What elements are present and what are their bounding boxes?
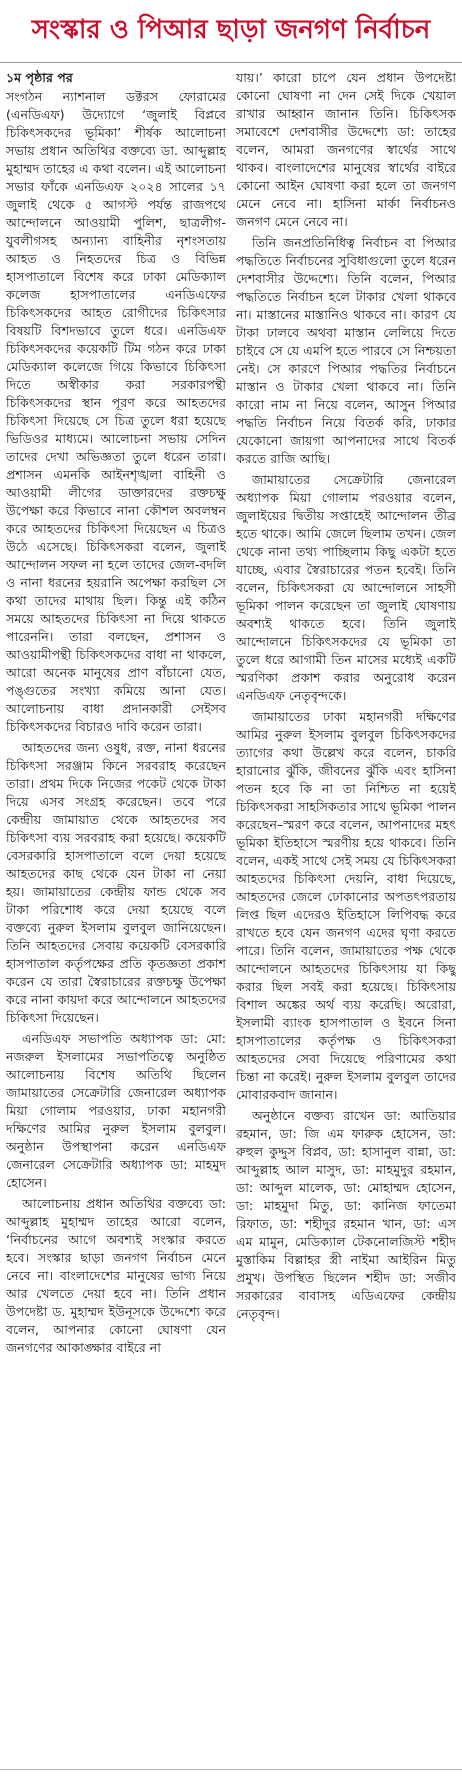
article-body <box>0 63 462 1769</box>
continued-label: ১ম পৃষ্ঠার পর <box>6 70 73 85</box>
paragraph: তিনি জনপ্রতিনিধিত্ব নির্বাচন বা পিআর পদ্ধতিতে নির্বাচনের সুবিধাগুলো তুলে ধরেন দেশবাসীর উদ্দেশ্যে। তিনি বলেন, পিআর পদ্ধতিতে নির্বাচন হলে টাকার খেলা থাকবে না। মাস্তানের মাস্তানিও থাকবে না। কারণ যে টাকা ঢালবে অথবা মাস্তান লেলিয়ে দিতে চাইবে সে যে এমপি হতে পারবে সে নিশ্চয়তা নেই। সে কারণে পিআর পদ্ধতির নির্বাচনে মাস্তান ও টাকার খেলা থাকবে না। তিনি কারো নাম না নিয়ে বলেন, আসুন পিআর পদ্ধতি নির্বাচন নিয়ে বিতর্ক করি, ঢাকার যেকোনো জায়গা আপনাদের সাথে বিতর্ক করতে রাজি আছি। <box>236 235 456 466</box>
paragraph: অনুষ্ঠানে বক্তব্য রাখেন ডা: আতিয়ার রহমান, ডা: জি এম ফারুক হোসেন, ডা: রুহুল কুদ্দুস বিপ্লব, ডা: হাসানুল বান্না, ডা: আব্দুল্লাহ আল মাসুদ, ডা: মাহমুদুর রহমান, ডা: আব্দুল মালেক, ডা: মোহাম্মদ হোসেন, ডা: মাহমুদা মিতু, ডা: কানিজ ফাতেমা রিফাত, ডা: শহীদুর রহমান খান, ডা: এস এম মামুন, মেডিক্যাল টেকনোলজিস্ট শহীদ মুস্তাকিম বিল্লাহর স্ত্রী নাইমা আইরিন মিতু প্রমুখ। উপস্থিত ছিলেন শহীদ ডা: সজীব সরকারের বাবাসহ এডিএফের কেন্দ্রীয় নেতৃবৃন্দ। <box>236 1108 456 1321</box>
article-column-left <box>6 69 226 1769</box>
paragraph: আহতদের জন্য ওষুধ, রক্ত, নানা ধরনের চিকিৎসা সরঞ্জাম কিনে সরবরাহ করেছেন তারা। প্রথম দিকে নিজের পকেট থেকে টাকা দিয়ে এসব সংগ্রহ করেছেন। তবে পরে কেন্দ্রীয় জামায়াত থেকে আহতদের সব চিকিৎসা ব্যয় সরবরাহ করা হয়েছে। কয়েকটি বেসরকারি হাসপাতালে বলে দেয়া হয়েছে আহতদের কাছ থেকে যেন টাকা না নেয়া হয়। জামায়াতের কেন্দ্রীয় ফান্ড থেকে সব টাকা পরিশোধ করে দেয়া হয়েছে বলে বক্তব্যে নুরুল ইসলাম বুলবুল জানিয়েছেন। তিনি আহতদের সেবায় কয়েকটি বেসরকারি হাসপাতাল কর্তৃপক্ষের প্রতি কৃতজ্ঞতা প্রকাশ করেন যে তারা স্বৈরাচারের রক্তচক্ষু উপেক্ষা করে নানা কায়দা করে আন্দোলনে আহতদের চিকিৎসা দিয়েছেন। <box>6 740 226 1025</box>
paragraph: যায়।’ কারো চাপে যেন প্রধান উপদেষ্টা কোনো ঘোষণা না দেন সেই দিকে খেয়াল রাখার আহ্বান জানান তিনি। চিকিৎসক সমাবেশে দেশবাসীর উদ্দেশ্যে ডা: তাহের বলেন, আমরা জনগণের স্বার্থের সাথে থাকব। বাংলাদেশের মানুষের স্বার্থের বাইরে কোনো আইন ঘোষণা করা হলে তা জনগণ মেনে নেবে না। হাসিনা মার্কা নির্বাচনও জনগণ মেনে নেবে না। <box>236 70 456 229</box>
page-bottom-divider <box>0 1769 462 1780</box>
article-headline: সংস্কার ও পিআর ছাড়া জনগণ নির্বাচন <box>0 0 462 63</box>
paragraph: সংগঠন ন্যাশনাল ডক্টরস ফোরামের (এনডিএফ) উদ্যোগে ‘জুলাই বিপ্লবে চিকিৎসকদের ভূমিকা’ শীর্ষক আলোচনা সভায় প্রধান অতিথির বক্তব্যে ডা. আব্দুল্লাহ মুহাম্মদ তাহের এ কথা বলেন। এই আলোচনা সভার ফাঁকে এনডিএফ ২০২৪ সালের ১৭ জুলাই থেকে ৫ আগস্ট পর্যন্ত রাজপথে আন্দোলনে আওয়ামী পুলিশ, ছাত্রলীগ-যুবলীগসহ অন্যান্য বাহিনীর নৃশংসতায় আহত ও নিহতদের চিত্র ও বিভিন্ন হাসপাতালে বিশেষ করে ঢাকা মেডিক্যাল কলেজ হাসপাতালের এনডিএফের চিকিৎসকদের আহত রোগীদের চিকিৎসার বিষয়টি বিশদভাবে তুলে ধরে। এনডিএফ চিকিৎসকদের কয়েকটি টিম গঠন করে ঢাকা মেডিক্যাল কলেজে গিয়ে কিভাবে চিকিৎসা দিতে অস্বীকার করা সরকারপন্থী চিকিৎসকদের স্থান পূরণ করে আহতদের চিকিৎসা দিয়েছে সে চিত্র তুলে ধরা হয়েছে ভিডিওর মাধ্যমে। আলোচনা সভায় সেদিন তাদের দেখা অভিজ্ঞতা তুলে ধরেন তারা। প্রশাসন এমনকি আইনশৃঙ্খলা বাহিনী ও আওয়ামী লীগের ডাক্তারদের রক্তচক্ষু উপেক্ষা করে কিভাবে নানা কৌশল অবলম্বন করে আহতদের চিকিৎসা দিয়েছেন এ চিত্রও উঠে এসেছে। চিকিৎসকরা বলেন, জুলাই আন্দোলন সফল না হলে তাদের জেল-বদলি ও নানা ধরনের হয়রানি অপেক্ষা করছিল সে কথা তাদের মাথায় ছিল। কিন্তু এই কঠিন সময়ে আহতদের চিকিৎসা না দিয়ে থাকতে পারেননি। তারা বলছেন, প্রশাসন ও আওয়ামীপন্থী চিকিৎসকদের বাধা না থাকলে, আরো অনেক মানুষের প্রাণ বাঁচানো যেত, পঙ্গুতের সংখ্যা কমিয়ে আনা যেত। আলোচনায় বাধা প্রদানকারী সেইসব চিকিৎসকদের বিচারও দাবি করেন তারা। <box>6 89 226 734</box>
article-column-right <box>236 69 456 1769</box>
paragraph: এনডিএফ সভাপতি অধ্যাপক ডা: মো: নজরুল ইসলামের সভাপতিত্বে অনুষ্ঠিত আলোচনায় বিশেষ অতিথি ছিলেন জামায়াতের সেক্রেটারি জেনারেল অধ্যাপক মিয়া গোলাম পরওয়ার, ঢাকা মহানগরী দক্ষিণের আমির নুরুল ইসলাম বুলবুল। অনুষ্ঠান উপস্থাপনা করেন এনডিএফ জেনারেল সেক্রেটারি অধ্যাপক ডা: মাহমুদ হোসেন। <box>6 1031 226 1190</box>
paragraph: জামায়াতের সেক্রেটারি জেনারেল অধ্যাপক মিয়া গোলাম পরওয়ার বলেন, জুলাইয়ের দ্বিতীয় সপ্তাহেই আন্দোলন তীব্র হতে থাকে। আমি জেলে ছিলাম তখন। জেল থেকে নানা তথ্য পাচ্ছিলাম কিছু একটা হতে যাচ্ছে, এবার স্বৈরাচারের পতন হবেই। তিনি বলেন, চিকিৎসকরা যে আন্দোলনে সাহসী ভূমিকা পালন করেছেন তা জুলাই ঘোষণায় অবশ্যই থাকতে হবে। তিনি জুলাই আন্দোলনে চিকিৎসকদের যে ভূমিকা তা তুলে ধরে আগামী তিন মাসের মধ্যেই একটি স্মরণিকা প্রকাশ করার অনুরোধ করেন এনডিএফ নেতৃবৃন্দকে। <box>236 472 456 703</box>
paragraph: আলোচনায় প্রধান অতিথির বক্তব্যে ডা: আব্দুল্লাহ মুহাম্মদ তাহের আরো বলেন, ‘নির্বাচনের আগে অবশ্যই সংস্কার করতে হবে। সংস্কার ছাড়া জনগণ নির্বাচন মেনে নেবে না। বাংলাদেশের মানুষের ভাগ্য নিয়ে আর খেলতে দেয়া হবে না। তিনি প্রধান উপদেষ্টা ড. মুহাম্মদ ইউনূসকে উদ্দেশ্যে করে বলেন, আপনার কোনো ঘোষণা যেন জনগণের আকাঙ্ক্ষার বাইরে না <box>6 1196 226 1355</box>
paragraph: জামায়াতের ঢাকা মহানগরী দক্ষিণের আমির নুরুল ইসলাম বুলবুল চিকিৎসকদের ত্যাগের কথা উল্লেখ করে বলেন, চাকরি হারানোর ঝুঁকি, জীবনের ঝুঁকি এবং হাসিনা পতন হবে কি না তা নিশ্চিত না হয়েই চিকিৎসকরা সাহসিকতার সাথে ভূমিকা পালন করেছেন–স্মরণ করে বলেন, আপনাদের মহৎ ভূমিকা ইতিহাসে স্মরণীয় হয়ে থাকবে। তিনি বলেন, একই সাথে সেই সময় যে চিকিৎসকরা আহতদের চিকিৎসা দেয়নি, বাধা দিয়েছে, আহতদের জেলে ঢোকানোর অপতৎপরতায় লিপ্ত ছিল এদেরও ইতিহাসে লিপিবদ্ধ করে রাখতে হবে যেন জনগণ এদের ঘৃণা করতে পারে। তিনি বলেন, জামায়াতের পক্ষ থেকে আন্দোলনে আহতদের চিকিৎসায় যা কিছু করার ছিল সবই করা হয়েছে। চিকিৎসায় বিশাল অঙ্কের অর্থ ব্যয় করেছি। অরোরা, ইসলামী ব্যাংক হাসপাতাল ও ইবনে সিনা হাসপাতালের কর্তৃপক্ষ ও চিকিৎসকরা আহতদের সেবা দিয়েছে পরিণামের কথা চিন্তা না করেই। নুরুল ইসলাম বুলবুল তাদের মোবারকবাদ জানান। <box>236 709 456 1102</box>
